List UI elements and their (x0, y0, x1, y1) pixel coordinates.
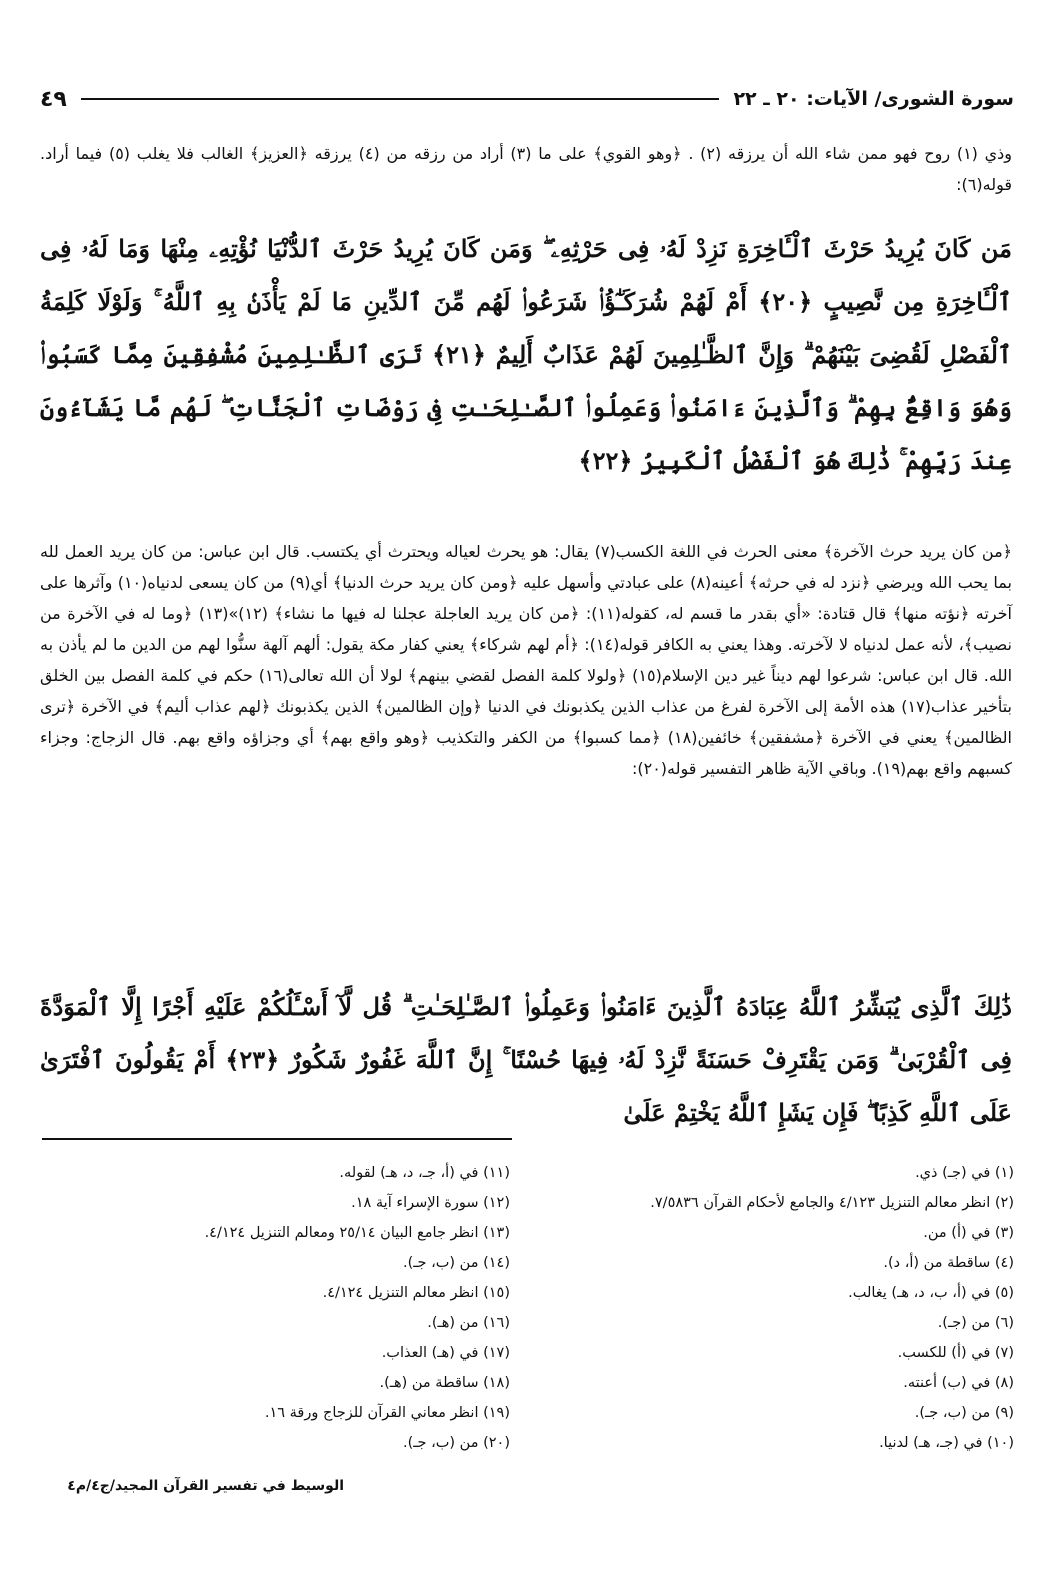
footnote: (١٩) انظر معاني القرآن للزجاج ورقة ١٦. (264, 1405, 510, 1421)
footnote: (٢٠) من (ب، جـ). (402, 1435, 510, 1451)
page-title: سورة الشورى/ الآيات: ٢٠ ـ ٢٢ (733, 88, 1014, 110)
footnote: (٥) في (أ، ب، د، هـ) يغالب. (848, 1285, 1014, 1301)
footnote: (١٦) من (هـ). (427, 1315, 510, 1331)
footnote: (١٨) ساقطة من (هـ). (379, 1375, 510, 1391)
footnotes-right-column (544, 1158, 1014, 1458)
footnote: (٣) في (أ) من. (923, 1225, 1014, 1241)
footnote: (١٤) من (ب، جـ). (402, 1255, 510, 1271)
footnote: (٤) ساقطة من (أ، د). (883, 1255, 1014, 1271)
footnote: (١٣) انظر جامع البيان ٢٥/١٤ ومعالم التنزيل ٤/١٢٤. (204, 1225, 510, 1241)
footnote: (٧) في (أ) للكسب. (897, 1345, 1014, 1361)
footnotes-left-column (40, 1158, 510, 1458)
footnote: (١١) في (أ، جـ، د، هـ) لقوله. (339, 1165, 510, 1181)
footnote: (٢) انظر معالم التنزيل ٤/١٢٣ والجامع لأحكام القرآن ٧/٥٨٣٦. (650, 1195, 1014, 1211)
footnote: (١٢) سورة الإسراء آية ١٨. (351, 1195, 510, 1211)
header-rule (81, 98, 720, 100)
footnote: (١٠) في (جـ، هـ) لدنيا. (879, 1435, 1014, 1451)
footnote: (١) في (جـ) ذي. (915, 1165, 1014, 1181)
footnote: (٦) من (جـ). (937, 1315, 1014, 1331)
quran-verses-23-24: ذَٰلِكَ ٱلَّذِى يُبَشِّرُ ٱللَّهُ عِبَادَهُ ٱلَّذِينَ ءَامَنُوا۟ وَعَمِلُوا۟ ٱلصَّـٰلِحَـٰتِ ۗ قُل لَّآ أَسْـَٔلُكُمْ عَلَيْهِ أَجْرًا إِلَّا ٱلْمَوَدَّةَ فِى ٱلْقُرْبَىٰ ۗ وَمَن يَقْتَرِفْ حَسَنَةً نَّزِدْ لَهُۥ فِيهَا حُسْنًا ۚ إِنَّ ٱللَّهَ غَفُورٌ شَكُورٌ ﴿٢٣﴾ أَمْ يَقُولُونَ ٱفْتَرَىٰ عَلَى ٱللَّهِ كَذِبًا ۖ فَإِن يَشَإِ ٱللَّهُ يَخْتِمْ عَلَىٰ (40, 992, 1013, 1127)
footnote-separator (42, 1138, 512, 1140)
footnote: (٨) في (ب) أعنته. (903, 1375, 1014, 1391)
commentary-paragraph-1: وذي (١) روح فهو ممن شاء الله أن يرزقه (٢) . ﴿وهو القوي﴾ على ما (٣) أراد من رزقه من (٤) يرزقه ﴿العزيز﴾ الغالب فلا يغلب (٥) فيما أراد. قوله(٦): (40, 144, 1013, 194)
footnote: (١٧) في (هـ) العذاب. (381, 1345, 510, 1361)
footnote: (٩) من (ب، جـ). (914, 1405, 1014, 1421)
page-header (40, 84, 1014, 114)
quran-verses-20-22: مَن كَانَ يُرِيدُ حَرْثَ ٱلْـَٔاخِرَةِ نَزِدْ لَهُۥ فِى حَرْثِهِۦ ۖ وَمَن كَانَ يُرِيدُ حَرْثَ ٱلدُّنْيَا نُؤْتِهِۦ مِنْهَا وَمَا لَهُۥ فِى ٱلْـَٔاخِرَةِ مِن نَّصِيبٍ ﴿٢٠﴾ أَمْ لَهُمْ شُرَكَـٰٓؤُا۟ شَرَعُوا۟ لَهُم مِّنَ ٱلدِّينِ مَا لَمْ يَأْذَنۢ بِهِ ٱللَّهُ ۚ وَلَوْلَا كَلِمَةُ ٱلْفَصْلِ لَقُضِىَ بَيْنَهُمْ ۗ وَإِنَّ ٱلظَّـٰلِمِينَ لَهُمْ عَذَابٌ أَلِيمٌ ﴿٢١﴾ تَرَى ٱلظَّـٰلِمِينَ مُشْفِقِينَ مِمَّا كَسَبُوا۟ وَهُوَ وَاقِعٌۢ بِهِمْ ۗ وَٱلَّذِينَ ءَامَنُوا۟ وَعَمِلُوا۟ ٱلصَّـٰلِحَـٰتِ فِى رَوْضَاتِ ٱلْجَنَّاتِ ۖ لَهُم مَّا يَشَآءُونَ عِندَ رَبِّهِمْ ۚ ذَٰلِكَ هُوَ ٱلْفَضْلُ ٱلْكَبِيرُ ﴿٢٢﴾ (40, 234, 1012, 475)
volume-reference: الوسيط في تفسير القرآن المجيد/ج٤/م٤ (67, 1478, 344, 1494)
page-number: ٤٩ (40, 86, 67, 112)
commentary-paragraph-2: ﴿من كان يريد حرث الآخرة﴾ معنى الحرث في اللغة الكسب(٧) يقال: هو يحرث لعياله ويحترث أي يكتسب. قال ابن عباس: من كان يريد العمل لله بما يحب الله ويرضي ﴿نزد له في حرثه﴾ أعينه(٨) على عبادتي وأسهل عليه ﴿ومن كان يريد حرث الدنيا﴾ أي(٩) من كان يسعى لدنياه(١٠) وآثرها على آخرته ﴿نؤته منها﴾ قال قتادة: «أي بقدر ما قسم له، كقوله(١١): ﴿من كان يريد العاجلة عجلنا له فيها ما نشاء﴾ (١٢)»(١٣) ﴿وما له في الآخرة من نصيب﴾، لأنه عمل لدنياه لا لآخرته. وهذا يعني به الكافر قوله(١٤): ﴿أم لهم شركاء﴾ يعني كفار مكة يقول: ألهم آلهة سنُّوا لهم من الدين ما لم يأذن به الله. قال ابن عباس: شرعوا لهم ديناً غير دين الإسلام(١٥) ﴿ولولا كلمة الفصل لقضي بينهم﴾ لولا أن الله تعالى(١٦) حكم في كلمة الفصل بين الخلق بتأخير عذاب(١٧) هذه الأمة إلى الآخرة لفرغ من عذاب الذين يكذبونك في الدنيا ﴿وإن الظالمين﴾ الذين يكذبونك ﴿لهم عذاب أليم﴾ في الآخرة ﴿ترى الظالمين﴾ يعني في الآخرة ﴿مشفقين﴾ خائفين(١٨) ﴿مما كسبوا﴾ من الكفر والتكذيب ﴿وهو واقع بهم﴾ أي وجزاؤه واقع بهم. قال الزجاج: وجزاء كسبهم واقع بهم(١٩). وباقي الآية ظاهر التفسير قوله(٢٠): (40, 542, 1013, 778)
footnote: (١٥) انظر معالم التنزيل ٤/١٢٤. (322, 1285, 510, 1301)
